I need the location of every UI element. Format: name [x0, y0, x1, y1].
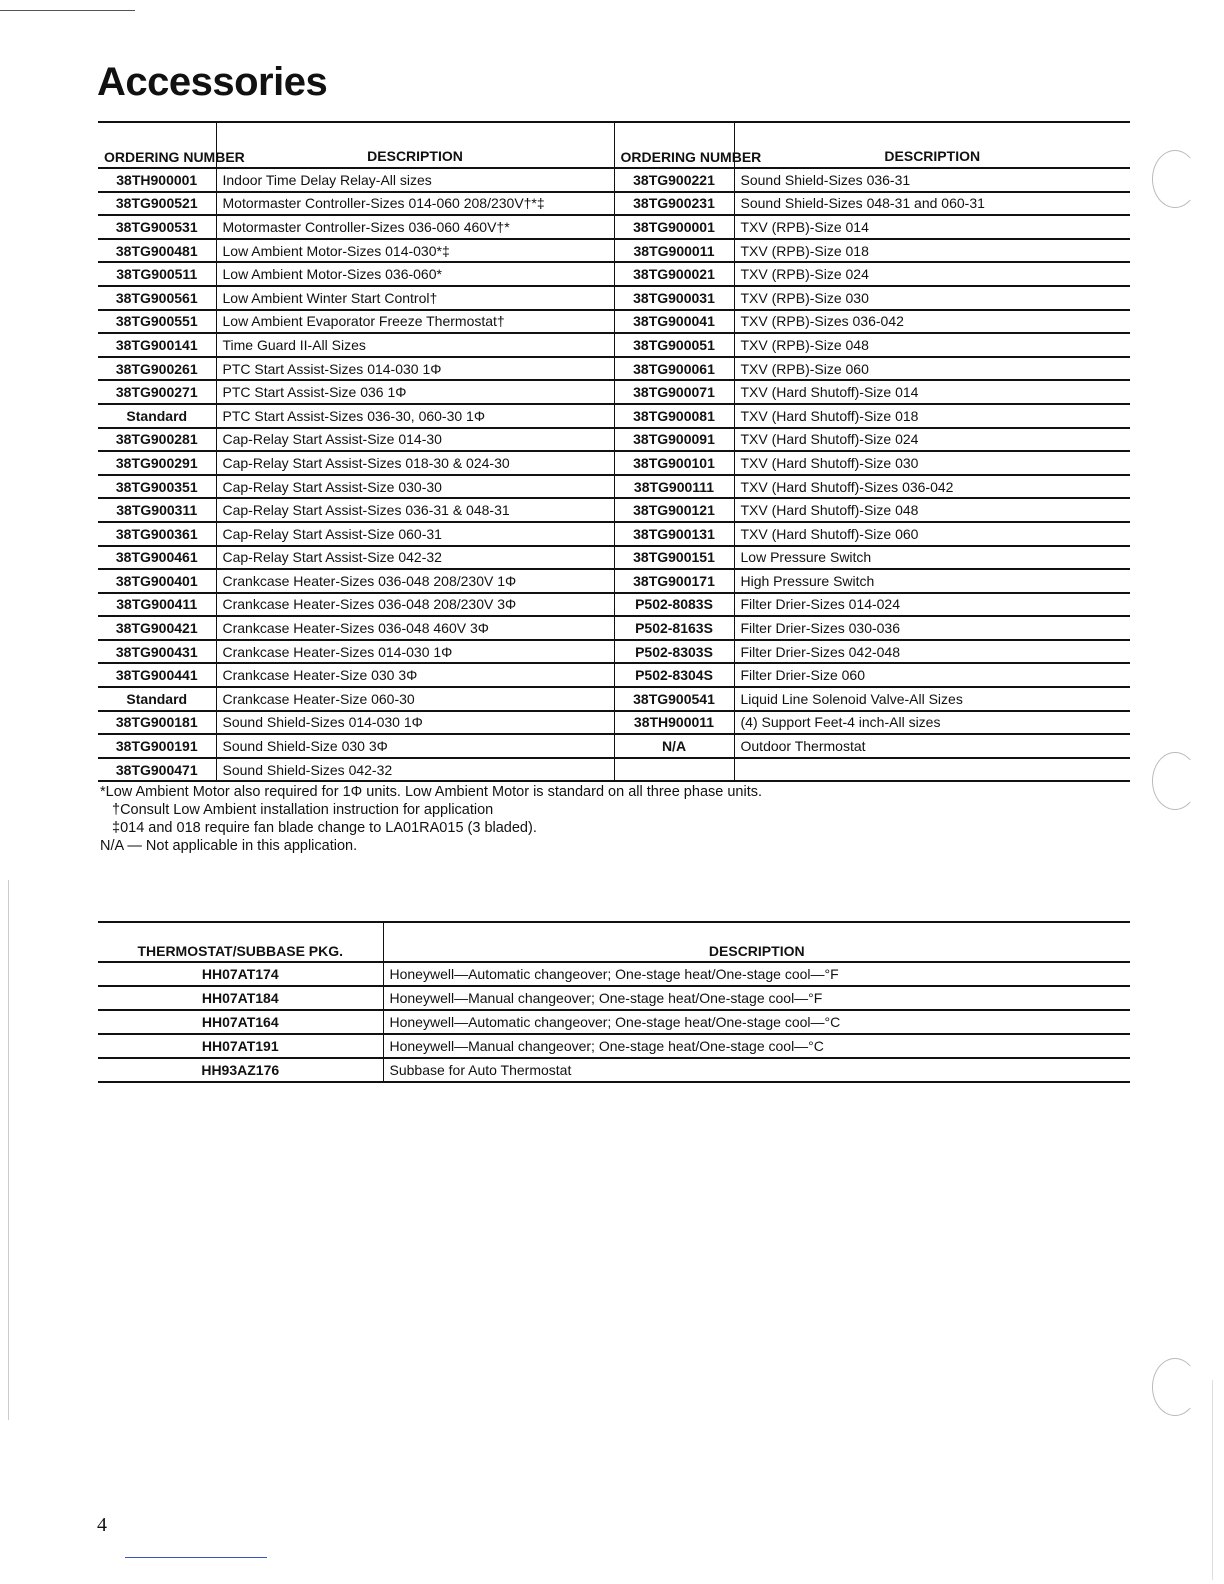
- thermostat-description-cell: Honeywell—Automatic changeover; One-stage heat/One-stage cool—°F: [383, 962, 1130, 986]
- accessory-row: [98, 663, 1130, 687]
- ordering-number-cell: 38TG900001: [614, 215, 734, 239]
- description-cell: Low Pressure Switch: [734, 546, 1130, 570]
- ordering-number-cell: P502-8083S: [614, 593, 734, 617]
- ordering-number-cell: 38TG900311: [98, 498, 216, 522]
- punch-hole: [1152, 150, 1198, 208]
- ordering-number-cell: 38TG900051: [614, 333, 734, 357]
- description-cell: TXV (RPB)-Size 060: [734, 357, 1130, 381]
- accessory-row: [98, 380, 1130, 404]
- ordering-number-cell: 38TH900001: [98, 168, 216, 192]
- accessory-row: [98, 758, 1130, 782]
- accessory-row: [98, 404, 1130, 428]
- thermostat-row: [98, 1058, 1130, 1082]
- thermostat-description-cell: Honeywell—Automatic changeover; One-stage heat/One-stage cool—°C: [383, 1010, 1130, 1034]
- ordering-number-cell: 38TG900541: [614, 687, 734, 711]
- accessories-table: [98, 121, 1130, 782]
- ordering-number-cell: 38TG900191: [98, 734, 216, 758]
- description-cell: Cap-Relay Start Assist-Size 014-30: [216, 428, 614, 452]
- punch-hole: [1152, 1358, 1198, 1416]
- description-cell: TXV (Hard Shutoff)-Size 014: [734, 380, 1130, 404]
- ordering-number-cell: 38TG900061: [614, 357, 734, 381]
- ordering-number-cell: 38TG900421: [98, 616, 216, 640]
- thermostat-pkg-cell: HH93AZ176: [98, 1058, 383, 1082]
- header-thermostat-pkg: THERMOSTAT/SUBBASE PKG.: [98, 922, 383, 962]
- accessory-row: [98, 546, 1130, 570]
- ordering-number-cell: Standard: [98, 687, 216, 711]
- description-cell: PTC Start Assist-Sizes 036-30, 060-30 1Φ: [216, 404, 614, 428]
- ordering-number-cell: N/A: [614, 734, 734, 758]
- top-rule: [0, 10, 135, 11]
- thermostat-description-cell: Honeywell—Manual changeover; One-stage heat/One-stage cool—°C: [383, 1034, 1130, 1058]
- description-cell: Cap-Relay Start Assist-Sizes 036-31 & 048-31: [216, 498, 614, 522]
- accessory-row: [98, 333, 1130, 357]
- description-cell: Low Ambient Winter Start Control†: [216, 286, 614, 310]
- description-cell: Crankcase Heater-Sizes 036-048 208/230V 3Φ: [216, 593, 614, 617]
- ordering-number-cell: 38TG900221: [614, 168, 734, 192]
- ordering-number-cell: 38TG900471: [98, 758, 216, 782]
- accessory-row: [98, 192, 1130, 216]
- description-cell: Crankcase Heater-Size 060-30: [216, 687, 614, 711]
- description-cell: Filter Drier-Sizes 042-048: [734, 640, 1130, 664]
- header-description: DESCRIPTION: [216, 122, 614, 168]
- description-cell: Sound Shield-Sizes 036-31: [734, 168, 1130, 192]
- ordering-number-cell: 38TG900081: [614, 404, 734, 428]
- ordering-number-cell: 38TG900261: [98, 357, 216, 381]
- ordering-number-cell: 38TG900431: [98, 640, 216, 664]
- description-cell: Liquid Line Solenoid Valve-All Sizes: [734, 687, 1130, 711]
- description-cell: TXV (Hard Shutoff)-Size 030: [734, 451, 1130, 475]
- ordering-number-cell: 38TG900411: [98, 593, 216, 617]
- description-cell: Filter Drier-Sizes 030-036: [734, 616, 1130, 640]
- ordering-number-cell: 38TG900181: [98, 711, 216, 735]
- description-cell: TXV (Hard Shutoff)-Size 060: [734, 522, 1130, 546]
- accessory-row: [98, 357, 1130, 381]
- description-cell: PTC Start Assist-Size 036 1Φ: [216, 380, 614, 404]
- ordering-number-cell: 38TG900231: [614, 192, 734, 216]
- description-cell: Sound Shield-Sizes 048-31 and 060-31: [734, 192, 1130, 216]
- footnotes: [100, 783, 762, 855]
- thermostat-row: [98, 1034, 1130, 1058]
- ordering-number-cell: 38TG900461: [98, 546, 216, 570]
- ordering-number-cell: 38TG900521: [98, 192, 216, 216]
- description-cell: TXV (RPB)-Size 030: [734, 286, 1130, 310]
- description-cell: [734, 758, 1130, 782]
- accessory-row: [98, 734, 1130, 758]
- accessories-header-row: [98, 122, 1130, 168]
- ordering-number-cell: 38TG900121: [614, 498, 734, 522]
- ordering-number-cell: 38TG900531: [98, 215, 216, 239]
- ordering-number-cell: P502-8304S: [614, 663, 734, 687]
- ordering-number-cell: 38TG900171: [614, 569, 734, 593]
- accessory-row: [98, 215, 1130, 239]
- description-cell: TXV (Hard Shutoff)-Size 024: [734, 428, 1130, 452]
- thermostat-header-row: [98, 922, 1130, 962]
- thermostat-description-cell: Subbase for Auto Thermostat: [383, 1058, 1130, 1082]
- accessory-row: [98, 451, 1130, 475]
- thermostat-description-cell: Honeywell—Manual changeover; One-stage heat/One-stage cool—°F: [383, 986, 1130, 1010]
- ordering-number-cell: 38TG900401: [98, 569, 216, 593]
- ordering-number-cell: 38TG900511: [98, 262, 216, 286]
- ordering-number-cell: Standard: [98, 404, 216, 428]
- description-cell: (4) Support Feet-4 inch-All sizes: [734, 711, 1130, 735]
- accessory-row: [98, 475, 1130, 499]
- footnote: N/A — Not applicable in this application.: [100, 838, 358, 854]
- ordering-number-cell: 38TG900361: [98, 522, 216, 546]
- footnote: †Consult Low Ambient installation instruction for application: [112, 802, 494, 818]
- accessory-row: [98, 428, 1130, 452]
- ordering-number-cell: 38TG900561: [98, 286, 216, 310]
- ordering-number-cell: 38TG900021: [614, 262, 734, 286]
- accessory-row: [98, 616, 1130, 640]
- ordering-number-cell: 38TG900071: [614, 380, 734, 404]
- header-description: DESCRIPTION: [383, 922, 1130, 962]
- ordering-number-cell: 38TG900271: [98, 380, 216, 404]
- description-cell: Crankcase Heater-Sizes 036-048 460V 3Φ: [216, 616, 614, 640]
- description-cell: High Pressure Switch: [734, 569, 1130, 593]
- description-cell: Cap-Relay Start Assist-Sizes 018-30 & 024-30: [216, 451, 614, 475]
- accessory-row: [98, 168, 1130, 192]
- description-cell: Crankcase Heater-Size 030 3Φ: [216, 663, 614, 687]
- header-ordering-number: ORDERING NUMBER: [614, 122, 734, 168]
- description-cell: TXV (Hard Shutoff)-Size 018: [734, 404, 1130, 428]
- description-cell: TXV (RPB)-Sizes 036-042: [734, 310, 1130, 334]
- thermostat-row: [98, 962, 1130, 986]
- ordering-number-cell: P502-8303S: [614, 640, 734, 664]
- description-cell: Motormaster Controller-Sizes 036-060 460V†*: [216, 215, 614, 239]
- ordering-number-cell: 38TG900101: [614, 451, 734, 475]
- description-cell: PTC Start Assist-Sizes 014-030 1Φ: [216, 357, 614, 381]
- description-cell: Crankcase Heater-Sizes 036-048 208/230V 1Φ: [216, 569, 614, 593]
- ordering-number-cell: 38TG900111: [614, 475, 734, 499]
- ordering-number-cell: 38TG900441: [98, 663, 216, 687]
- ordering-number-cell: 38TG900291: [98, 451, 216, 475]
- description-cell: TXV (RPB)-Size 014: [734, 215, 1130, 239]
- scan-edge: [1212, 1380, 1213, 1580]
- description-cell: Sound Shield-Sizes 014-030 1Φ: [216, 711, 614, 735]
- ordering-number-cell: 38TH900011: [614, 711, 734, 735]
- description-cell: TXV (RPB)-Size 048: [734, 333, 1130, 357]
- accessory-row: [98, 711, 1130, 735]
- ordering-number-cell: 38TG900011: [614, 239, 734, 263]
- ordering-number-cell: 38TG900031: [614, 286, 734, 310]
- description-cell: Sound Shield-Size 030 3Φ: [216, 734, 614, 758]
- ordering-number-cell: 38TG900351: [98, 475, 216, 499]
- thermostat-pkg-cell: HH07AT184: [98, 986, 383, 1010]
- scan-edge: [8, 880, 9, 1420]
- ordering-number-cell: 38TG900151: [614, 546, 734, 570]
- ordering-number-cell: [614, 758, 734, 782]
- bottom-rule: [125, 1557, 267, 1558]
- footnote: ‡014 and 018 require fan blade change to LA01RA015 (3 bladed).: [112, 820, 537, 836]
- ordering-number-cell: 38TG900141: [98, 333, 216, 357]
- ordering-number-cell: 38TG900131: [614, 522, 734, 546]
- ordering-number-cell: P502-8163S: [614, 616, 734, 640]
- accessory-row: [98, 640, 1130, 664]
- ordering-number-cell: 38TG900481: [98, 239, 216, 263]
- accessory-row: [98, 310, 1130, 334]
- description-cell: TXV (RPB)-Size 024: [734, 262, 1130, 286]
- thermostat-pkg-cell: HH07AT164: [98, 1010, 383, 1034]
- description-cell: Filter Drier-Size 060: [734, 663, 1130, 687]
- thermostat-table: [98, 921, 1130, 1083]
- accessory-row: [98, 522, 1130, 546]
- description-cell: Low Ambient Motor-Sizes 036-060*: [216, 262, 614, 286]
- ordering-number-cell: 38TG900041: [614, 310, 734, 334]
- thermostat-pkg-cell: HH07AT191: [98, 1034, 383, 1058]
- description-cell: Filter Drier-Sizes 014-024: [734, 593, 1130, 617]
- accessory-row: [98, 569, 1130, 593]
- header-ordering-number: ORDERING NUMBER: [98, 122, 216, 168]
- description-cell: Low Ambient Evaporator Freeze Thermostat†: [216, 310, 614, 334]
- punch-hole: [1152, 752, 1198, 810]
- description-cell: Sound Shield-Sizes 042-32: [216, 758, 614, 782]
- thermostat-pkg-cell: HH07AT174: [98, 962, 383, 986]
- description-cell: Cap-Relay Start Assist-Size 060-31: [216, 522, 614, 546]
- thermostat-row: [98, 1010, 1130, 1034]
- accessory-row: [98, 239, 1130, 263]
- thermostat-row: [98, 986, 1130, 1010]
- description-cell: Crankcase Heater-Sizes 014-030 1Φ: [216, 640, 614, 664]
- accessory-row: [98, 262, 1130, 286]
- accessory-row: [98, 286, 1130, 310]
- description-cell: TXV (Hard Shutoff)-Sizes 036-042: [734, 475, 1130, 499]
- description-cell: Time Guard II-All Sizes: [216, 333, 614, 357]
- description-cell: Cap-Relay Start Assist-Size 030-30: [216, 475, 614, 499]
- description-cell: Motormaster Controller-Sizes 014-060 208/230V†*‡: [216, 192, 614, 216]
- accessory-row: [98, 687, 1130, 711]
- ordering-number-cell: 38TG900281: [98, 428, 216, 452]
- page-number: 4: [97, 1514, 107, 1536]
- header-description: DESCRIPTION: [734, 122, 1130, 168]
- description-cell: TXV (RPB)-Size 018: [734, 239, 1130, 263]
- description-cell: TXV (Hard Shutoff)-Size 048: [734, 498, 1130, 522]
- accessory-row: [98, 593, 1130, 617]
- description-cell: Low Ambient Motor-Sizes 014-030*‡: [216, 239, 614, 263]
- page-title: Accessories: [97, 60, 328, 104]
- description-cell: Cap-Relay Start Assist-Size 042-32: [216, 546, 614, 570]
- footnote: *Low Ambient Motor also required for 1Φ units. Low Ambient Motor is standard on all three phase units.: [100, 784, 763, 800]
- description-cell: Indoor Time Delay Relay-All sizes: [216, 168, 614, 192]
- accessory-row: [98, 498, 1130, 522]
- ordering-number-cell: 38TG900551: [98, 310, 216, 334]
- description-cell: Outdoor Thermostat: [734, 734, 1130, 758]
- ordering-number-cell: 38TG900091: [614, 428, 734, 452]
